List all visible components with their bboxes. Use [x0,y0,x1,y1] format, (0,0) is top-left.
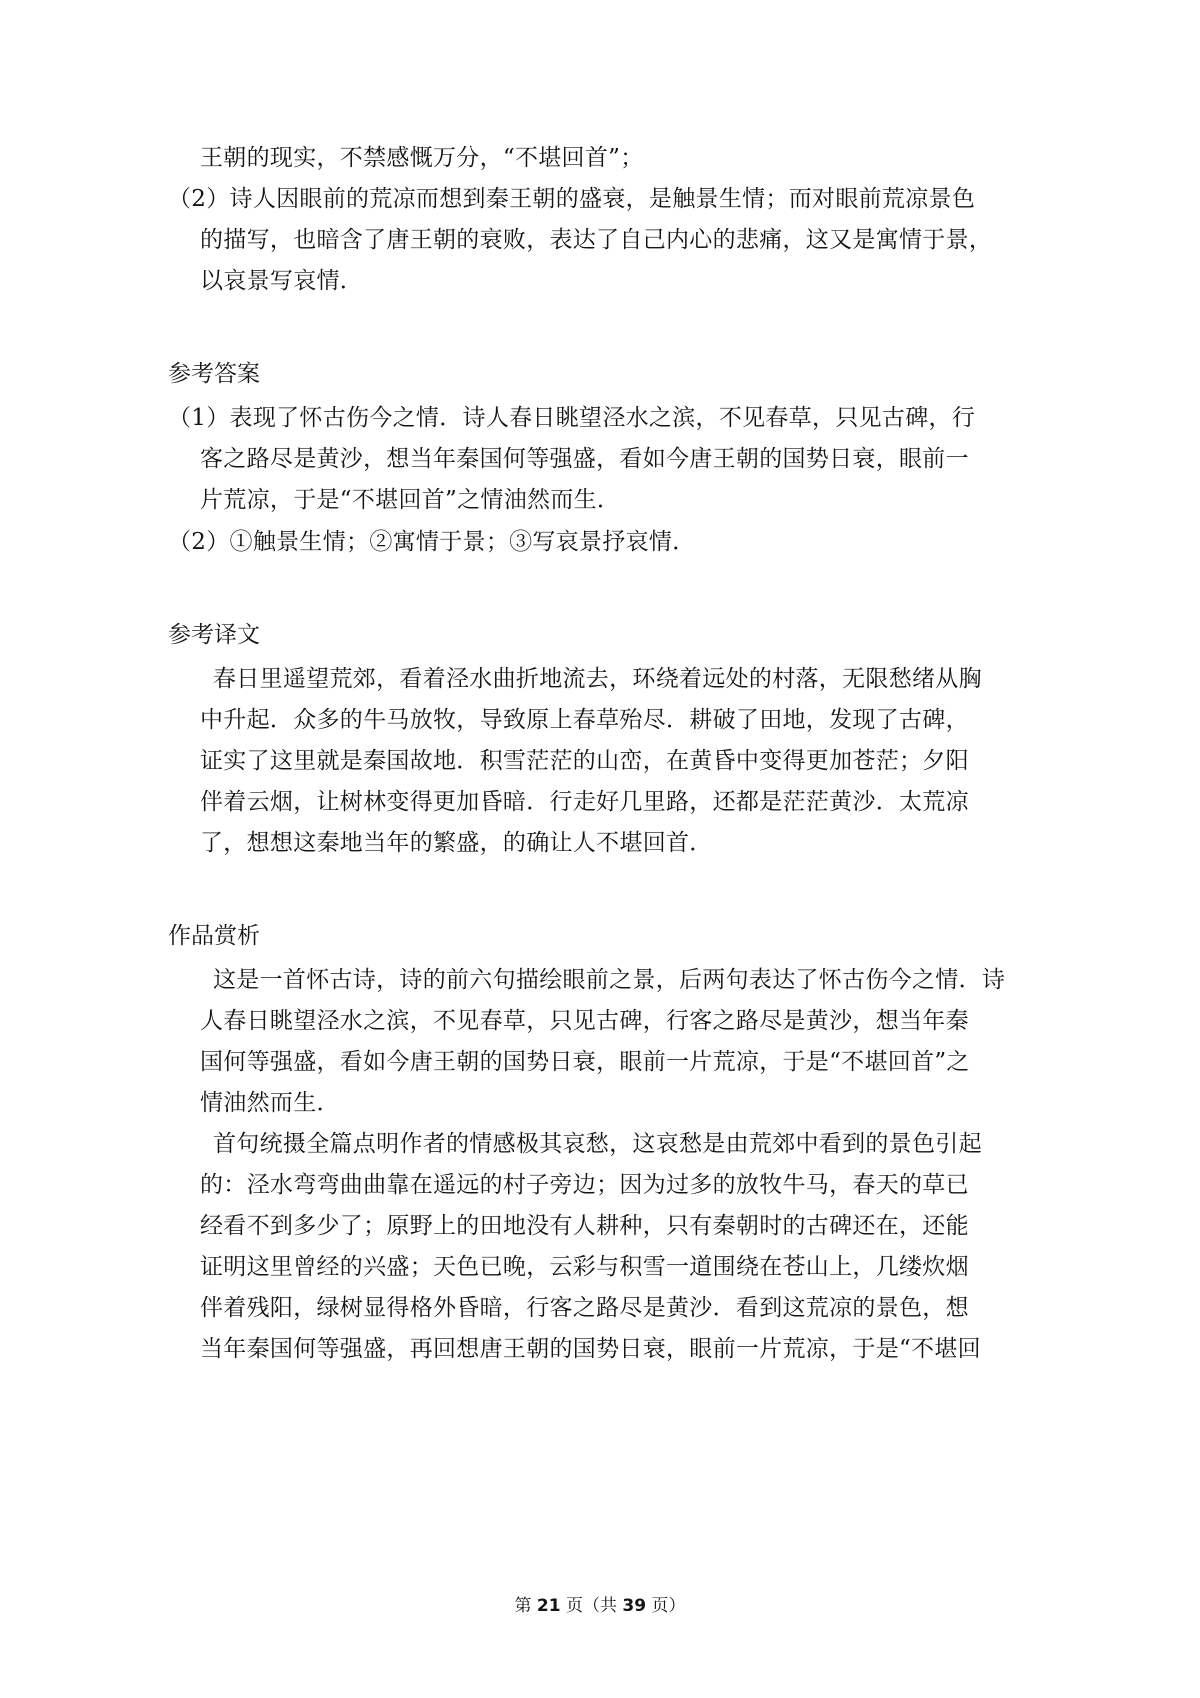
body-line: 王朝的现实，不禁感慨万分，“不堪回首”； [200,145,644,171]
appreciation-line: 人春日眺望泾水之滨，不见春草，只见古碑，行客之路尽是黄沙，想当年秦 [200,1008,969,1034]
answer-line: （1）表现了怀古伤今之情．诗人春日眺望泾水之滨，不见春草，只见古碑，行 [168,405,976,431]
total-page-number: 39 [622,1596,647,1616]
page-number-footer [0,1594,1200,1618]
body-line: 的描写，也暗含了唐王朝的衰败，表达了自己内心的悲痛，这又是寓情于景， [200,227,993,253]
appreciation-line: 当年秦国何等强盛，再回想唐王朝的国势日衰，眼前一片荒凉，于是“不堪回 [200,1336,981,1362]
appreciation-line: 这是一首怀古诗，诗的前六句描绘眼前之景，后两句表达了怀古伤今之情．诗 [213,967,1006,993]
body-line: 以哀景写哀情． [200,268,364,294]
body-line: （2）诗人因眼前的荒凉而想到秦王朝的盛衰，是触景生情；而对眼前荒凉景色 [168,186,976,212]
answer-line: （2）①触景生情；②寓情于景；③写哀景抒哀情． [168,529,696,555]
footer-prefix: 第 [514,1596,532,1616]
appreciation-line: 情油然而生． [200,1090,340,1116]
translation-line: 伴着云烟，让树林变得更加昏暗．行走好几里路，还都是茫茫黄沙．太荒凉 [200,789,969,815]
section-heading-answer: 参考答案 [168,361,260,387]
appreciation-line: 经看不到多少了；原野上的田地没有人耕种，只有秦朝时的古碑还在，还能 [200,1213,969,1239]
section-heading-translation: 参考译文 [168,622,260,648]
appreciation-line: 证明这里曾经的兴盛；天色已晚，云彩与积雪一道围绕在苍山上，几缕炊烟 [200,1254,969,1280]
footer-suffix: 页） [651,1596,686,1616]
footer-middle: 页（共 [566,1596,617,1616]
appreciation-line: 的：泾水弯弯曲曲靠在遥远的村子旁边；因为过多的放牧牛马，春天的草已 [200,1172,969,1198]
answer-line: 片荒凉，于是“不堪回首”之情油然而生． [200,487,621,513]
translation-line: 证实了这里就是秦国故地．积雪茫茫的山峦，在黄昏中变得更加苍茫；夕阳 [200,748,969,774]
section-heading-appreciation: 作品赏析 [168,923,260,949]
appreciation-line: 国何等强盛，看如今唐王朝的国势日衰，眼前一片荒凉，于是“不堪回首”之 [200,1049,970,1075]
current-page-number: 21 [536,1596,561,1616]
translation-line: 春日里遥望荒郊，看着泾水曲折地流去，环绕着远处的村落，无限愁绪从胸 [213,666,982,692]
appreciation-line: 伴着残阳，绿树显得格外昏暗，行客之路尽是黄沙．看到这荒凉的景色，想 [200,1295,969,1321]
translation-line: 中升起．众多的牛马放牧，导致原上春草殆尽．耕破了田地，发现了古碑， [200,707,969,733]
translation-line: 了，想想这秦地当年的繁盛，的确让人不堪回首． [200,830,713,856]
answer-line: 客之路尽是黄沙，想当年秦国何等强盛，看如今唐王朝的国势日衰，眼前一 [200,446,969,472]
appreciation-line: 首句统摄全篇点明作者的情感极其哀愁，这哀愁是由荒郊中看到的景色引起 [213,1131,982,1157]
